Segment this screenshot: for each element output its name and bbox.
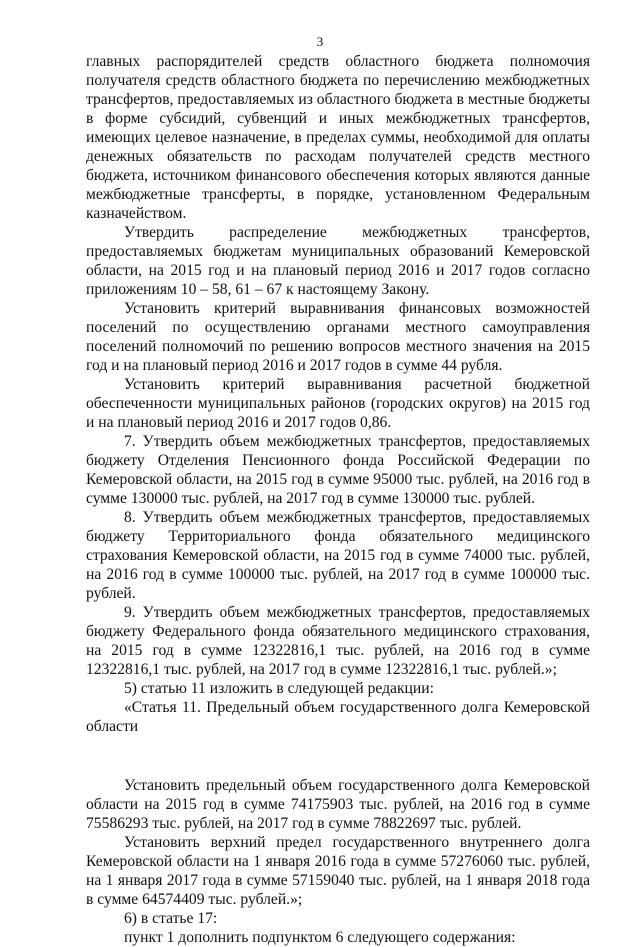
paragraph-article-17: 6) в статье 17:	[124, 910, 218, 927]
paragraph-debt-limit: Установить предельный объем государственного долга Кемеровской области на 2015 год в сумме 74175903 тыс. рублей, на 2016 год в сумме 75586293 тыс. рублей, на 2017 год в сумме 78822697 тыс. рублей.	[86, 777, 590, 832]
page-number: 3	[316, 34, 324, 49]
article-11-heading: «Статья 11. Предельный объем государственного долга Кемеровской области	[86, 699, 590, 735]
paragraph-item-7: 7. Утвердить объем межбюджетных трансфертов, предоставляемых бюджету Отделения Пенсионного фонда Российской Федерации по Кемеровской области, на 2015 год в сумме 95000 тыс. рублей, на 2016 год в сумме 130000 тыс. рублей, на 2017 год в сумме 130000 тыс. рублей.	[86, 433, 590, 507]
paragraph-item-8: 8. Утвердить объем межбюджетных трансфертов, предоставляемых бюджету Территориального фонда обязательного медицинского страхования Кемеровской области, на 2015 год в сумме 74000 тыс. рублей, на 2016 год в сумме 100000 тыс. рублей, на 2017 год в сумме 100000 тыс. рублей.	[86, 509, 590, 602]
paragraph-settlement-criterion: Установить критерий выравнивания финансовых возможностей поселений по осуществлению органами местного самоуправления поселений полномочий по решению вопросов местного значения на 2015 год и на плановый период 2016 и 2017 годов в сумме 44 рубля.	[86, 300, 590, 374]
paragraph-article-11-amendment: 5) статью 11 изложить в следующей редакции:	[124, 680, 434, 697]
paragraph-item-9: 9. Утвердить объем межбюджетных трансфертов, предоставляемых бюджету Федерального фонда обязательного медицинского страхования, на 2015 год в сумме 12322816,1 тыс. рублей, на 2016 год в сумме 12322816,1 тыс. рублей, на 2017 год в сумме 12322816,1 тыс. рублей.»;	[86, 604, 590, 678]
paragraph-point-1-addition: пункт 1 дополнить подпунктом 6 следующего содержания:	[124, 929, 516, 946]
paragraph-debt-upper-limit: Установить верхний предел государственного внутреннего долга Кемеровской области на 1 января 2016 года в сумме 57276060 тыс. рублей, на 1 января 2017 года в сумме 57159040 тыс. рублей, на 1 января 2018 года в сумме 64574409 тыс. рублей.»;	[86, 834, 590, 908]
document-body	[86, 52, 590, 947]
paragraph-district-criterion: Установить критерий выравнивания расчетной бюджетной обеспеченности муниципальных районов (городских округов) на 2015 год и на плановый период 2016 и 2017 годов 0,86.	[86, 376, 590, 431]
paragraph-transfer-distribution: Утвердить распределение межбюджетных трансфертов, предоставляемых бюджетам муниципальных образований Кемеровской области, на 2015 год и на плановый период 2016 и 2017 годов согласно приложениям 10 – 58, 61 – 67 к настоящему Закону.	[86, 224, 590, 298]
paragraph-continuation: главных распорядителей средств областного бюджета полномочия получателя средств областного бюджета по перечислению межбюджетных трансфертов, предоставляемых из областного бюджета в местные бюджеты в форме субсидий, субвенций и иных межбюджетных трансфертов, имеющих целевое назначение, в пределах суммы, необходимой для оплаты денежных обязательств по расходам получателей средств местного бюджета, источником финансового обеспечения которых являются данные межбюджетные трансферты, в порядке, установленном Федеральным казначейством.	[86, 53, 590, 222]
